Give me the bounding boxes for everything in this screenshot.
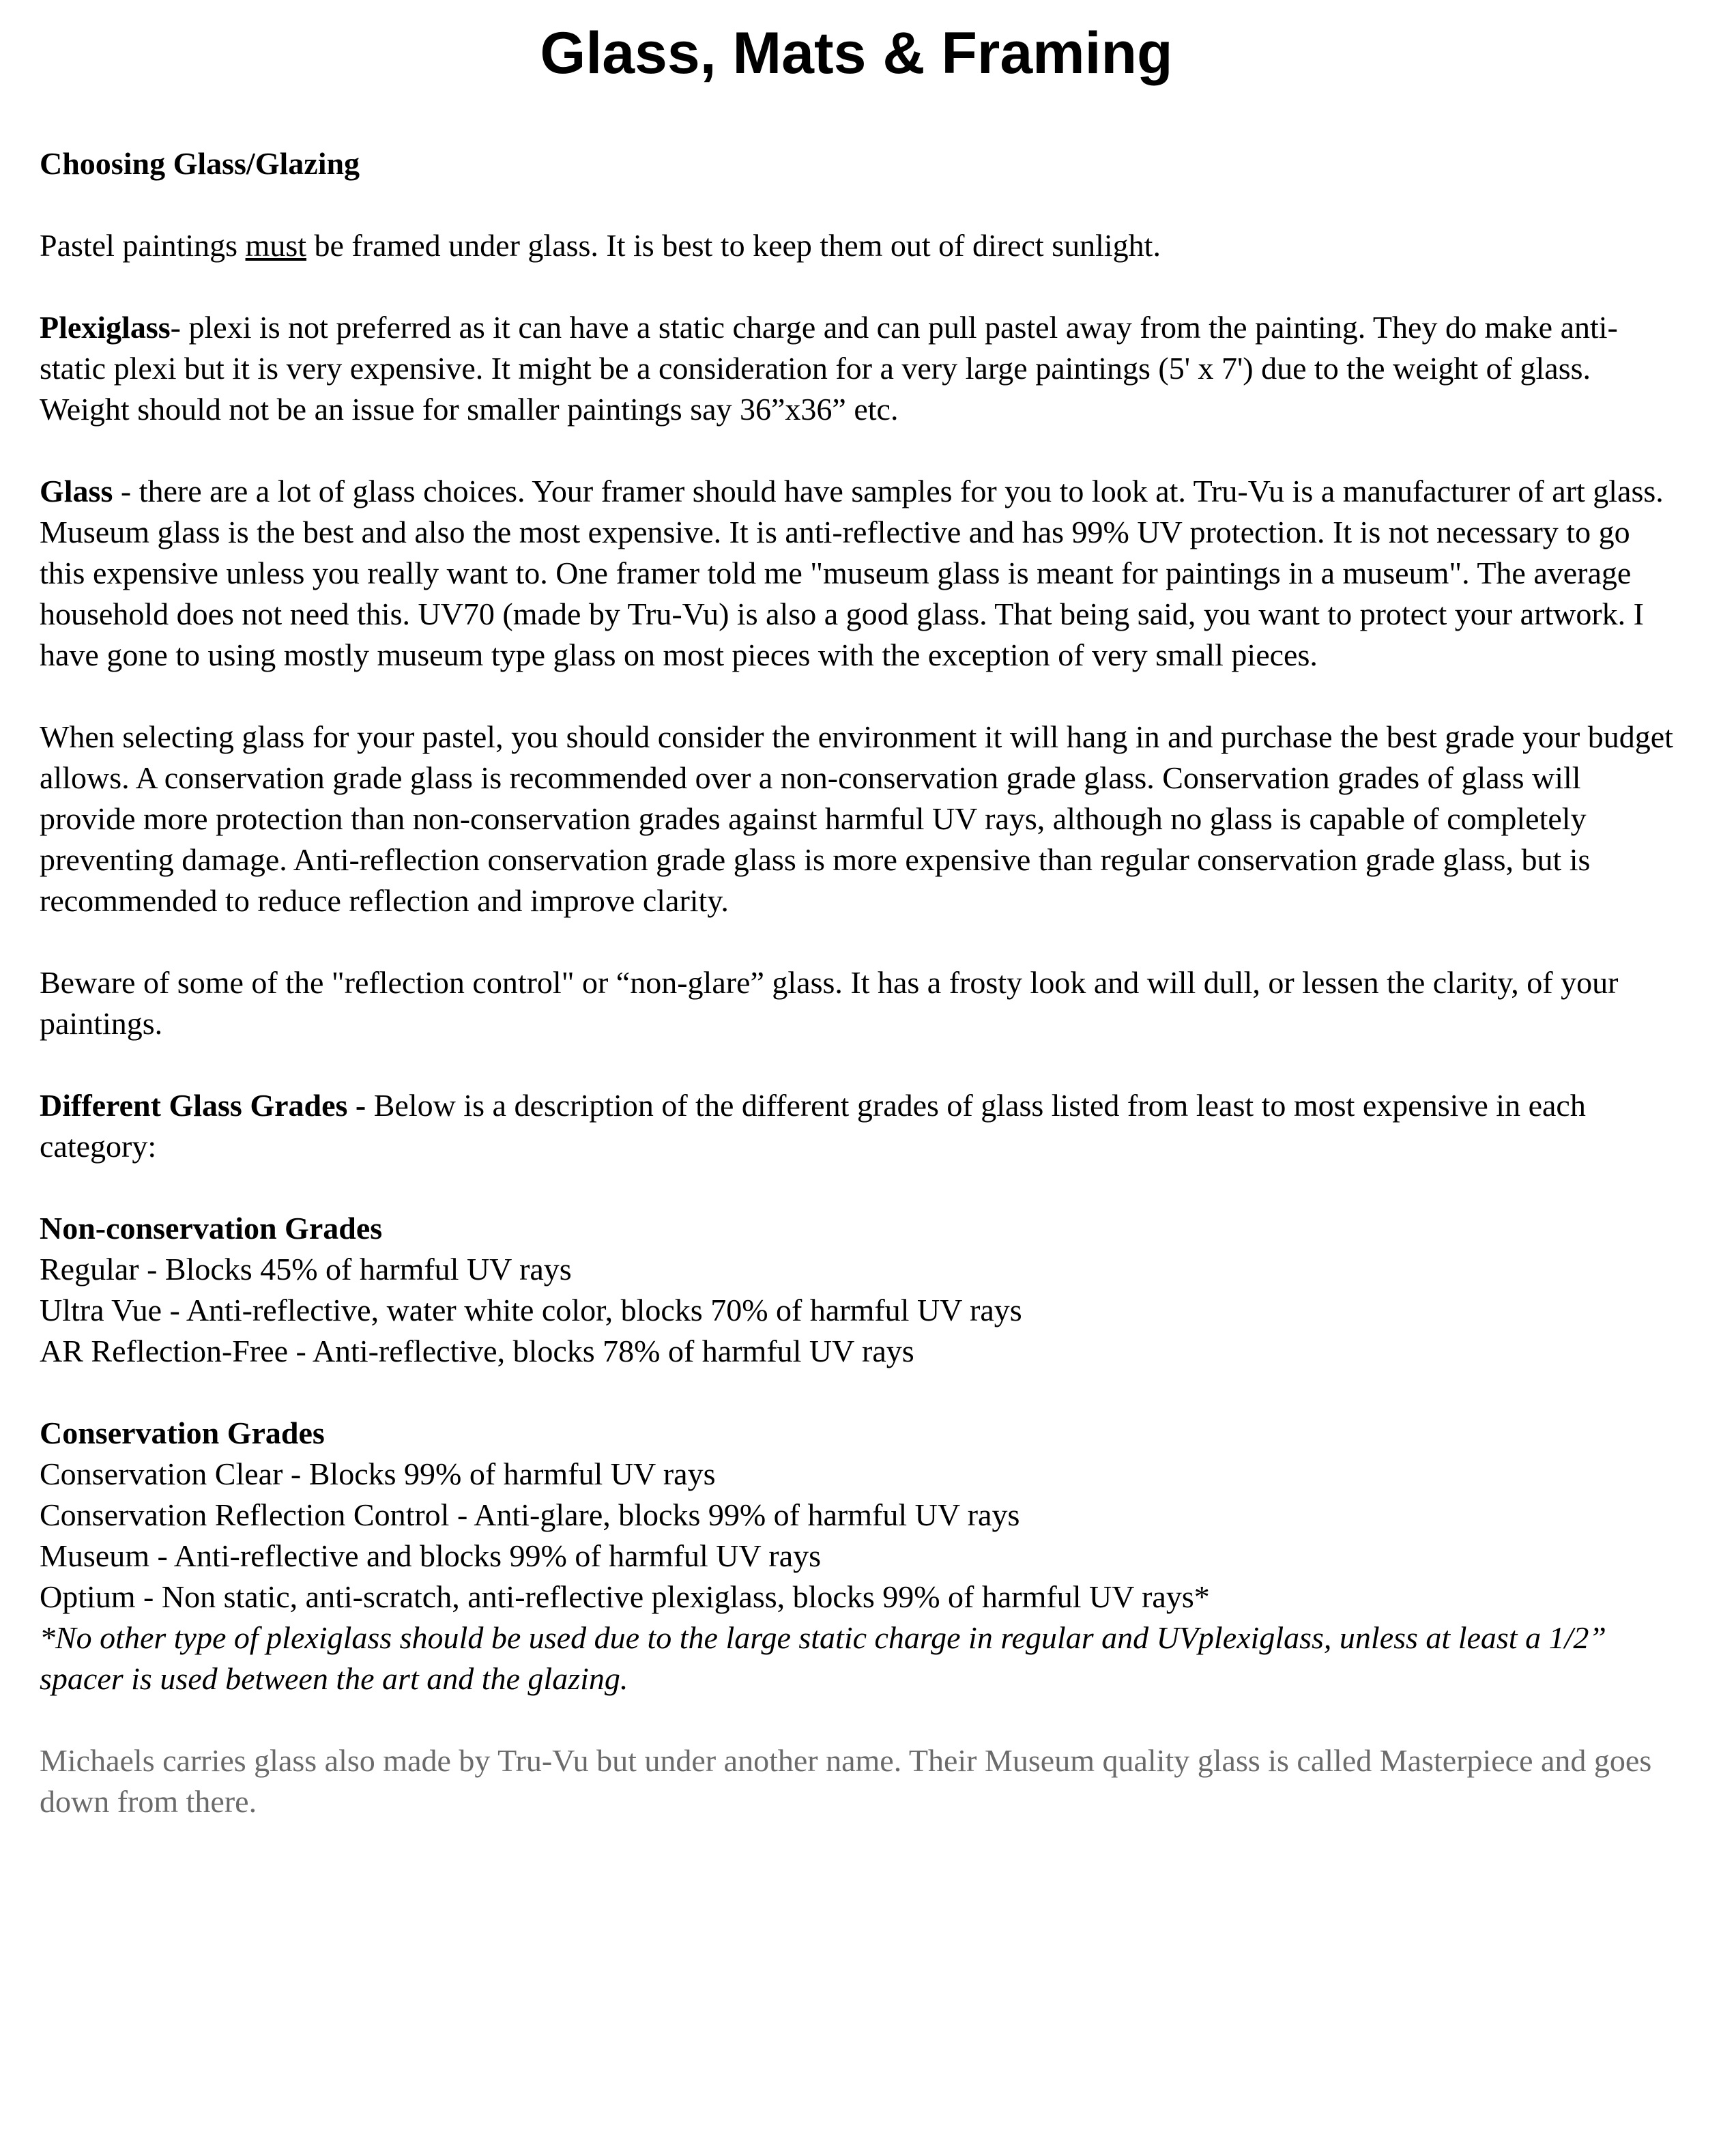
list-item: Optium - Non static, anti-scratch, anti-reflective plexiglass, blocks 99% of harmful UV rays* (40, 1579, 1210, 1614)
intro-paragraph (40, 225, 1673, 266)
plexiglass-term: Plexiglass (40, 310, 171, 345)
list-item: AR Reflection-Free - Anti-reflective, blocks 78% of harmful UV rays (40, 1334, 914, 1368)
glass-grades-text: Below is a description of the different grades of glass listed from least to most expensive in each category: (40, 1088, 1586, 1164)
plexiglass-paragraph (40, 307, 1673, 430)
plexiglass-text: - plexi is not preferred as it can have a static charge and can pull pastel away from the painting. They do make anti-static plexi but it is very expensive. It might be a consideration for a very large paintings (5' x 7') due to the weight of glass. Weight should not be an issue for smaller paintings say 36”x36” etc. (40, 310, 1618, 427)
glass-text: - there are a lot of glass choices. Your framer should have samples for you to look at. Tru-Vu is a manufacturer of art glass. Museum glass is the best and also the most expensive. It is anti-reflective and has 99% UV protection. It is not necessary to go this expensive unless you really want to. One framer told me "museum glass is meant for paintings in a museum". The average household does not need this. UV70 (made by Tru-Vu) is also a good glass. That being said, you want to protect your artwork. I have gone to using mostly museum type glass on most pieces with the exception of very small pieces. (40, 474, 1664, 672)
selecting-glass-paragraph: When selecting glass for your pastel, you should consider the environment it will hang in and purchase the best grade your budget allows. A conservation grade glass is recommended over a non-conservation grade glass. Conservation grades of glass will provide more protection than non-conservation grades against harmful UV rays, although no glass is capable of completely preventing damage. Anti-reflection conservation grade glass is more expensive than regular conservation grade glass, but is recommended to reduce reflection and improve clarity. (40, 719, 1673, 918)
glass-paragraph (40, 471, 1673, 676)
list-item: Conservation Clear - Blocks 99% of harmful UV rays (40, 1456, 716, 1491)
non-conservation-heading: Non-conservation Grades (40, 1211, 383, 1246)
list-item: Regular - Blocks 45% of harmful UV rays (40, 1252, 572, 1287)
glass-term: Glass (40, 474, 113, 508)
intro-text-after: be framed under glass. It is best to keep them out of direct sunlight. (306, 228, 1161, 263)
intro-text-before: Pastel paintings (40, 228, 246, 263)
list-item: Ultra Vue - Anti-reflective, water white color, blocks 70% of harmful UV rays (40, 1293, 1022, 1327)
glass-grades-term: Different Glass Grades - (40, 1088, 366, 1123)
list-item: Museum - Anti-reflective and blocks 99% of harmful UV rays (40, 1538, 822, 1573)
conservation-grades-list (40, 1413, 1673, 1699)
section-heading-choosing-glass: Choosing Glass/Glazing (40, 146, 360, 181)
conservation-heading: Conservation Grades (40, 1415, 325, 1450)
beware-paragraph: Beware of some of the "reflection control" or “non-glare” glass. It has a frosty look and will dull, or lessen the clarity, of your paintings. (40, 965, 1619, 1041)
plexiglass-footnote: *No other type of plexiglass should be used due to the large static charge in regular and UVplexiglass, unless at least a 1/2” spacer is used between the art and the glazing. (40, 1620, 1606, 1696)
intro-emphasis: must (245, 228, 307, 263)
non-conservation-grades-list (40, 1208, 1673, 1372)
michaels-paragraph: Michaels carries glass also made by Tru-Vu but under another name. Their Museum quality glass is called Masterpiece and goes down from there. (40, 1743, 1652, 1819)
list-item: Conservation Reflection Control - Anti-glare, blocks 99% of harmful UV rays (40, 1497, 1020, 1532)
page-title: Glass, Mats & Framing (540, 20, 1173, 86)
glass-grades-paragraph (40, 1085, 1673, 1167)
